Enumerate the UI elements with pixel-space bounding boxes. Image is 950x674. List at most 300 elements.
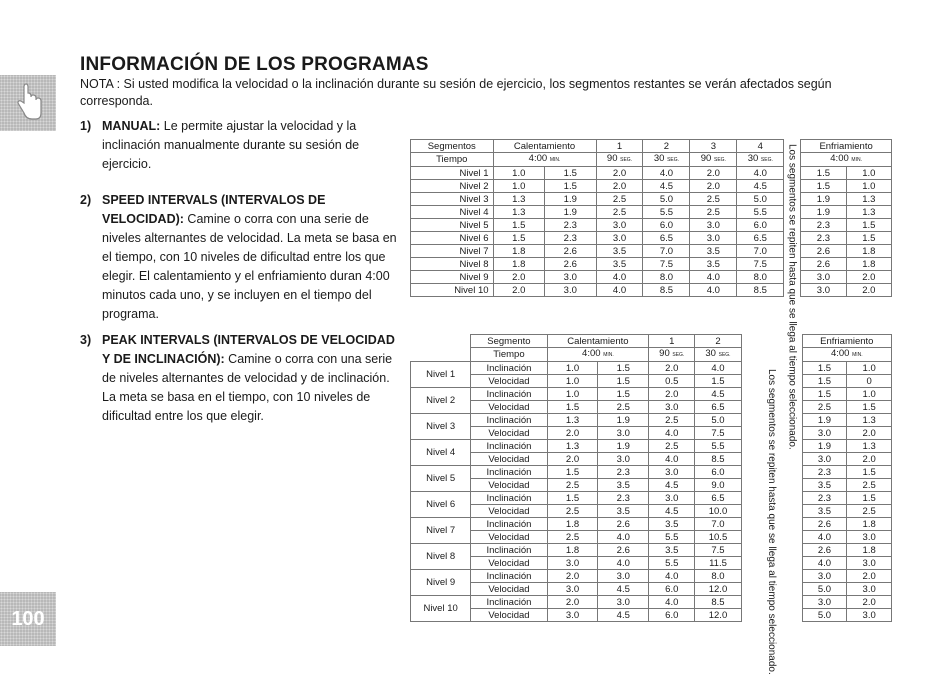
section-number: 2) — [80, 193, 92, 207]
incline-label: Inclinación — [471, 362, 547, 375]
table-row — [411, 167, 892, 180]
value-cell: 1.0 — [547, 362, 598, 375]
value-cell: 8.0 — [737, 271, 784, 284]
value-cell: 2.0 — [847, 453, 892, 466]
value-cell: 2.6 — [545, 245, 597, 258]
value-cell: 4.0 — [598, 531, 649, 544]
value-cell: 1.0 — [847, 362, 892, 375]
value-cell: 4.5 — [649, 479, 695, 492]
section-text: Camine o corra con una serie de niveles alternantes de velocidad. La meta se basa en el tiempo, con 10 niveles de dificultad entre los que elegir. El calentamiento y el enfriamiento duran 4:00 minutos cada uno, y se incluyen en el tiempo del programa. — [102, 212, 397, 321]
level-label: Nivel 9 — [411, 570, 471, 596]
value-cell: 3.0 — [801, 271, 846, 284]
vertical-note: Los segmentos se repiten hasta que se llega al tiempo seleccionado. — [786, 143, 798, 450]
level-label: Nivel 9 — [411, 271, 494, 284]
value-cell: 8.5 — [737, 284, 784, 297]
value-cell: 2.0 — [596, 167, 643, 180]
value-cell: 5.5 — [649, 557, 695, 570]
value-cell: 3.5 — [596, 245, 643, 258]
value-cell: 2.5 — [649, 414, 695, 427]
value-cell: 3.5 — [596, 258, 643, 271]
value-cell: 2.3 — [802, 492, 847, 505]
time-row — [411, 153, 892, 167]
header-cell: Segmento — [471, 335, 547, 348]
time-cell: 90 SEG. — [690, 153, 737, 167]
value-cell: 3.0 — [547, 583, 598, 596]
speed-label: Velocidad — [471, 609, 547, 622]
value-cell: 6.5 — [643, 232, 690, 245]
value-cell: 1.9 — [598, 440, 649, 453]
value-cell: 4.0 — [802, 557, 847, 570]
value-cell: 1.3 — [547, 414, 598, 427]
value-cell: 5.0 — [802, 583, 847, 596]
value-cell: 3.0 — [649, 492, 695, 505]
value-cell: 1.0 — [846, 167, 891, 180]
section-heading: SPEED INTERVALS (INTERVALOS DE VELOCIDAD): — [102, 193, 326, 226]
section-number: 1) — [80, 119, 92, 133]
value-cell: 1.3 — [547, 440, 598, 453]
value-cell: 1.3 — [493, 206, 545, 219]
value-cell: 3.0 — [547, 609, 598, 622]
table-row — [411, 609, 892, 622]
value-cell: 8.5 — [695, 596, 741, 609]
value-cell: 4.0 — [596, 271, 643, 284]
page-title: INFORMACIÓN DE LOS PROGRAMAS — [80, 54, 429, 75]
table-row — [411, 206, 892, 219]
table-row — [411, 596, 892, 609]
time-label: Tiempo — [471, 348, 547, 362]
value-cell: 1.3 — [847, 414, 892, 427]
value-cell: 1.0 — [846, 180, 891, 193]
speed-label: Velocidad — [471, 583, 547, 596]
value-cell: 3.0 — [598, 453, 649, 466]
value-cell: 1.3 — [847, 440, 892, 453]
value-cell: 3.0 — [649, 401, 695, 414]
value-cell: 3.0 — [596, 232, 643, 245]
hand-pointer-icon — [0, 75, 56, 131]
value-cell: 2.5 — [649, 440, 695, 453]
value-cell: 2.5 — [598, 401, 649, 414]
level-label: Nivel 10 — [411, 596, 471, 622]
table-row — [411, 362, 892, 375]
section-text: Le permite ajustar la velocidad y la inclinación manualmente durante su sesión de ejercicio. — [102, 119, 360, 171]
value-cell: 5.0 — [695, 414, 741, 427]
value-cell: 2.0 — [547, 427, 598, 440]
value-cell: 6.5 — [695, 492, 741, 505]
value-cell: 4.0 — [643, 167, 690, 180]
table-row — [411, 557, 892, 570]
value-cell: 2.0 — [846, 284, 891, 297]
table-row — [411, 245, 892, 258]
page-number: 100 — [0, 592, 56, 646]
value-cell: 2.3 — [802, 466, 847, 479]
value-cell: 1.5 — [695, 375, 741, 388]
value-cell: 3.0 — [847, 531, 892, 544]
level-label: Nivel 2 — [411, 388, 471, 414]
time-cell: 30 SEG. — [737, 153, 784, 167]
value-cell: 3.5 — [802, 479, 847, 492]
value-cell: 2.5 — [847, 479, 892, 492]
value-cell: 3.0 — [598, 570, 649, 583]
value-cell: 1.5 — [802, 388, 847, 401]
value-cell: 3.5 — [802, 505, 847, 518]
program-note: NOTA : Si usted modifica la velocidad o la inclinación durante su sesión de ejercicio, los segmentos restantes se verán afectados según corresponda. — [80, 77, 832, 108]
value-cell: 1.8 — [847, 544, 892, 557]
value-cell: 4.0 — [690, 271, 737, 284]
value-cell: 2.6 — [801, 245, 846, 258]
value-cell: 2.0 — [847, 596, 892, 609]
speed-label: Velocidad — [471, 505, 547, 518]
value-cell: 8.0 — [643, 271, 690, 284]
value-cell: 1.3 — [846, 206, 891, 219]
table-row — [411, 284, 892, 297]
value-cell: 1.9 — [802, 440, 847, 453]
value-cell: 1.9 — [545, 193, 597, 206]
peak-intervals-table — [410, 334, 892, 674]
value-cell: 2.5 — [847, 505, 892, 518]
value-cell: 4.5 — [643, 180, 690, 193]
value-cell: 6.0 — [695, 466, 741, 479]
value-cell: 2.6 — [598, 518, 649, 531]
table-row — [411, 531, 892, 544]
value-cell: 1.5 — [547, 466, 598, 479]
value-cell: 2.6 — [802, 544, 847, 557]
value-cell: 1.9 — [801, 206, 846, 219]
value-cell: 3.0 — [801, 284, 846, 297]
value-cell: 2.3 — [598, 466, 649, 479]
table-row — [411, 401, 892, 414]
value-cell: 3.5 — [690, 245, 737, 258]
value-cell: 2.6 — [802, 518, 847, 531]
table-header-row — [411, 140, 892, 153]
value-cell: 2.0 — [547, 570, 598, 583]
value-cell: 5.5 — [737, 206, 784, 219]
value-cell: 5.5 — [695, 440, 741, 453]
value-cell: 2.5 — [547, 505, 598, 518]
table-row — [411, 414, 892, 427]
value-cell: 3.5 — [598, 479, 649, 492]
table-row — [411, 479, 892, 492]
value-cell: 8.0 — [695, 570, 741, 583]
value-cell: 3.0 — [802, 453, 847, 466]
value-cell: 4.0 — [598, 557, 649, 570]
value-cell: 2.3 — [801, 232, 846, 245]
value-cell: 1.5 — [598, 375, 649, 388]
value-cell: 2.5 — [690, 206, 737, 219]
level-label: Nivel 8 — [411, 258, 494, 271]
value-cell: 4.5 — [649, 505, 695, 518]
value-cell: 4.0 — [649, 596, 695, 609]
table-row — [411, 219, 892, 232]
level-label: Nivel 5 — [411, 219, 494, 232]
value-cell: 2.0 — [649, 362, 695, 375]
value-cell: 3.0 — [596, 219, 643, 232]
value-cell: 2.0 — [649, 388, 695, 401]
value-cell: 1.8 — [846, 245, 891, 258]
table-row — [411, 388, 892, 401]
table-row — [411, 466, 892, 479]
value-cell: 2.0 — [690, 167, 737, 180]
speed-label: Velocidad — [471, 375, 547, 388]
level-label: Nivel 4 — [411, 440, 471, 466]
section-text: Camine o corra con una serie de niveles alternantes de velocidad y de inclinación. La meta se basa en el tiempo, con 10 niveles de dificultad entre los que elegir. — [102, 352, 393, 423]
incline-label: Inclinación — [471, 440, 547, 453]
level-label: Nivel 6 — [411, 492, 471, 518]
value-cell: 2.0 — [493, 284, 545, 297]
value-cell: 3.0 — [545, 271, 597, 284]
value-cell: 2.5 — [547, 531, 598, 544]
header-cell: Enfriamiento — [802, 335, 891, 348]
value-cell: 9.0 — [695, 479, 741, 492]
value-cell: 2.5 — [596, 206, 643, 219]
value-cell: 2.5 — [596, 193, 643, 206]
value-cell: 7.0 — [695, 518, 741, 531]
value-cell: 5.5 — [643, 206, 690, 219]
value-cell: 10.0 — [695, 505, 741, 518]
value-cell: 5.0 — [802, 609, 847, 622]
table-row — [411, 258, 892, 271]
level-label: Nivel 1 — [411, 362, 471, 388]
value-cell: 1.3 — [846, 193, 891, 206]
level-label: Nivel 8 — [411, 544, 471, 570]
speed-label: Velocidad — [471, 453, 547, 466]
value-cell: 3.0 — [690, 232, 737, 245]
table-header-row — [411, 335, 892, 348]
header-cell: 4 — [737, 140, 784, 153]
value-cell: 1.5 — [493, 219, 545, 232]
table-row — [411, 518, 892, 531]
value-cell: 1.5 — [847, 466, 892, 479]
value-cell: 2.6 — [801, 258, 846, 271]
table-row — [411, 570, 892, 583]
incline-label: Inclinación — [471, 492, 547, 505]
value-cell: 1.8 — [547, 518, 598, 531]
value-cell: 4.0 — [649, 427, 695, 440]
value-cell: 2.0 — [596, 180, 643, 193]
value-cell: 2.6 — [598, 544, 649, 557]
value-cell: 1.8 — [547, 544, 598, 557]
value-cell: 1.0 — [847, 388, 892, 401]
value-cell: 2.5 — [547, 479, 598, 492]
value-cell: 2.0 — [847, 570, 892, 583]
value-cell: 3.0 — [847, 557, 892, 570]
value-cell: 6.0 — [649, 583, 695, 596]
value-cell: 0.5 — [649, 375, 695, 388]
value-cell: 4.0 — [596, 284, 643, 297]
value-cell: 2.0 — [547, 596, 598, 609]
speed-label: Velocidad — [471, 557, 547, 570]
value-cell: 1.5 — [802, 362, 847, 375]
header-cell: Calentamiento — [493, 140, 596, 153]
table-row — [411, 505, 892, 518]
value-cell: 3.5 — [598, 505, 649, 518]
header-cell: 1 — [649, 335, 695, 348]
incline-label: Inclinación — [471, 466, 547, 479]
value-cell: 1.0 — [547, 388, 598, 401]
value-cell: 2.3 — [801, 219, 846, 232]
value-cell: 2.6 — [545, 258, 597, 271]
time-cell: 30 SEG. — [643, 153, 690, 167]
value-cell: 1.5 — [847, 492, 892, 505]
speed-label: Velocidad — [471, 427, 547, 440]
value-cell: 1.5 — [545, 180, 597, 193]
section-speed-intervals — [80, 191, 405, 324]
incline-label: Inclinación — [471, 518, 547, 531]
value-cell: 3.0 — [847, 609, 892, 622]
value-cell: 1.8 — [847, 518, 892, 531]
table-row — [411, 583, 892, 596]
value-cell: 3.5 — [690, 258, 737, 271]
table-row — [411, 193, 892, 206]
value-cell: 3.0 — [598, 427, 649, 440]
value-cell: 5.0 — [737, 193, 784, 206]
value-cell: 3.0 — [690, 219, 737, 232]
value-cell: 1.9 — [801, 193, 846, 206]
value-cell: 1.5 — [846, 219, 891, 232]
value-cell: 8.5 — [695, 453, 741, 466]
time-label: Tiempo — [411, 153, 494, 167]
value-cell: 4.0 — [695, 362, 741, 375]
value-cell: 4.0 — [649, 570, 695, 583]
level-label: Nivel 3 — [411, 414, 471, 440]
table-row — [411, 492, 892, 505]
time-cell: 4:00 MIN. — [801, 153, 892, 167]
value-cell: 7.5 — [737, 258, 784, 271]
value-cell: 1.5 — [846, 232, 891, 245]
value-cell: 4.0 — [690, 284, 737, 297]
value-cell: 2.0 — [846, 271, 891, 284]
value-cell: 5.0 — [643, 193, 690, 206]
value-cell: 2.0 — [847, 427, 892, 440]
table-row — [411, 453, 892, 466]
value-cell: 6.0 — [649, 609, 695, 622]
value-cell: 7.5 — [695, 427, 741, 440]
value-cell: 12.0 — [695, 609, 741, 622]
value-cell: 6.5 — [737, 232, 784, 245]
value-cell: 3.0 — [847, 583, 892, 596]
section-heading: MANUAL: — [102, 119, 161, 133]
speed-label: Velocidad — [471, 531, 547, 544]
value-cell: 7.5 — [643, 258, 690, 271]
speed-label: Velocidad — [471, 479, 547, 492]
value-cell: 1.5 — [801, 167, 846, 180]
section-manual — [80, 117, 405, 174]
header-cell: 3 — [690, 140, 737, 153]
level-label: Nivel 7 — [411, 518, 471, 544]
value-cell: 1.5 — [547, 492, 598, 505]
value-cell: 7.5 — [695, 544, 741, 557]
value-cell: 10.5 — [695, 531, 741, 544]
speed-label: Velocidad — [471, 401, 547, 414]
value-cell: 2.3 — [545, 232, 597, 245]
time-cell: 90 SEG. — [596, 153, 643, 167]
level-label: Nivel 10 — [411, 284, 494, 297]
value-cell: 4.5 — [598, 583, 649, 596]
section-number: 3) — [80, 333, 92, 347]
blank-cell — [411, 348, 471, 362]
value-cell: 3.0 — [649, 466, 695, 479]
incline-label: Inclinación — [471, 570, 547, 583]
value-cell: 3.0 — [802, 427, 847, 440]
value-cell: 6.5 — [695, 401, 741, 414]
level-label: Nivel 3 — [411, 193, 494, 206]
table-row — [411, 271, 892, 284]
header-cell: Calentamiento — [547, 335, 649, 348]
value-cell: 3.0 — [802, 570, 847, 583]
value-cell: 1.9 — [802, 414, 847, 427]
value-cell: 1.5 — [547, 401, 598, 414]
value-cell: 4.5 — [695, 388, 741, 401]
section-peak-intervals — [80, 331, 405, 426]
value-cell: 3.0 — [802, 596, 847, 609]
table-row — [411, 544, 892, 557]
table-row — [411, 427, 892, 440]
value-cell: 2.0 — [493, 271, 545, 284]
value-cell: 5.5 — [649, 531, 695, 544]
value-cell: 4.5 — [737, 180, 784, 193]
vertical-note: Los segmentos se repiten hasta que se llega al tiempo seleccionado. — [741, 335, 802, 622]
time-cell: 4:00 MIN. — [493, 153, 596, 167]
value-cell: 6.0 — [643, 219, 690, 232]
blank-cell — [411, 335, 471, 348]
value-cell: 1.5 — [847, 401, 892, 414]
value-cell: 3.0 — [547, 557, 598, 570]
value-cell: 4.0 — [802, 531, 847, 544]
value-cell: 1.0 — [547, 375, 598, 388]
table-row — [411, 440, 892, 453]
value-cell: 4.5 — [598, 609, 649, 622]
incline-label: Inclinación — [471, 414, 547, 427]
table-row — [411, 232, 892, 245]
value-cell: 1.8 — [493, 258, 545, 271]
value-cell: 1.9 — [545, 206, 597, 219]
value-cell: 1.5 — [598, 388, 649, 401]
value-cell: 11.5 — [695, 557, 741, 570]
level-label: Nivel 5 — [411, 466, 471, 492]
value-cell: 12.0 — [695, 583, 741, 596]
section-heading: PEAK INTERVALS (INTERVALOS DE VELOCIDAD Y DE INCLINACIÓN): — [102, 333, 395, 366]
value-cell: 3.0 — [545, 284, 597, 297]
header-cell: 2 — [643, 140, 690, 153]
value-cell: 6.0 — [737, 219, 784, 232]
level-label: Nivel 1 — [411, 167, 494, 180]
value-cell: 7.0 — [643, 245, 690, 258]
incline-label: Inclinación — [471, 544, 547, 557]
incline-label: Inclinación — [471, 388, 547, 401]
value-cell: 2.3 — [598, 492, 649, 505]
value-cell: 2.0 — [547, 453, 598, 466]
value-cell: 1.3 — [493, 193, 545, 206]
value-cell: 3.5 — [649, 544, 695, 557]
value-cell: 1.5 — [801, 180, 846, 193]
header-cell: 2 — [695, 335, 741, 348]
value-cell: 1.8 — [493, 245, 545, 258]
value-cell: 1.5 — [545, 167, 597, 180]
value-cell: 1.5 — [802, 375, 847, 388]
header-cell: Enfriamiento — [801, 140, 892, 153]
level-label: Nivel 7 — [411, 245, 494, 258]
incline-label: Inclinación — [471, 596, 547, 609]
time-cell: 4:00 MIN. — [547, 348, 649, 362]
level-label: Nivel 4 — [411, 206, 494, 219]
value-cell: 2.5 — [802, 401, 847, 414]
table-row — [411, 180, 892, 193]
value-cell: 1.9 — [598, 414, 649, 427]
value-cell: 2.3 — [545, 219, 597, 232]
value-cell: 3.5 — [649, 518, 695, 531]
level-label: Nivel 6 — [411, 232, 494, 245]
value-cell: 8.5 — [643, 284, 690, 297]
value-cell: 1.0 — [493, 167, 545, 180]
